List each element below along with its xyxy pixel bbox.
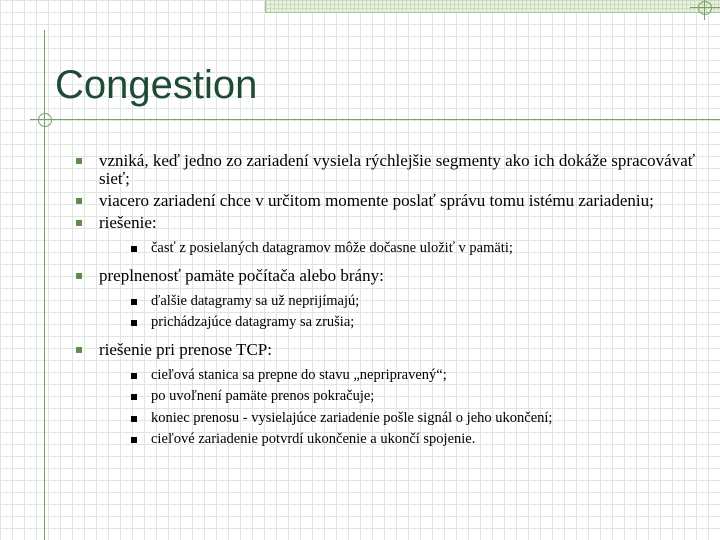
sub-bullet-text: časť z posielaných datagramov môže dočasne uložiť v pamäti; — [151, 240, 513, 256]
bullet-text: preplnenosť pamäte počítača alebo brány: — [99, 265, 384, 285]
sub-bullet-text: cieľová stanica sa prepne do stavu „nepripravený“; — [151, 366, 447, 383]
square-bullet-icon: ▪ — [75, 153, 84, 167]
sub-bullet-text: koniec prenosu - vysielajúce zariadenie pošle signál o jeho ukončení; — [151, 409, 553, 426]
sub-bullet-text: po uvoľnení pamäte prenos pokračuje; — [151, 388, 375, 404]
bullet-point-2 — [74, 192, 704, 210]
bullet-text: vzniká, keď jedno zo zariadení vysiela rýchlejšie segmenty ako ich dokáže spracovávať sieť; — [99, 151, 696, 188]
bullet-text: riešenie pri prenose TCP: — [99, 339, 272, 359]
sub-bullet-item — [131, 429, 704, 451]
left-accent-line — [44, 30, 45, 540]
square-bullet-icon: ▪ — [75, 341, 84, 356]
sub-bullet-list — [74, 291, 704, 334]
bullet-point-3 — [74, 214, 704, 260]
sub-bullet-item — [131, 408, 704, 430]
bullet-text: riešenie: — [99, 213, 157, 232]
bullet-point-4 — [74, 267, 704, 334]
bullet-point-1 — [74, 152, 704, 188]
top-decorative-band — [265, 0, 720, 13]
sub-bullet-item — [131, 312, 704, 334]
sub-bullet-text: cieľové zariadenie potvrdí ukončenie a ukončí spojenie. — [151, 431, 476, 447]
sub-bullet-text: ďalšie datagramy sa už neprijímajú; — [151, 292, 360, 309]
bullet-point-5 — [74, 341, 704, 451]
filled-square-bullet-icon — [131, 437, 137, 443]
sub-bullet-item — [131, 291, 704, 313]
ring-ornament-icon — [38, 113, 52, 127]
sub-bullet-list — [74, 365, 704, 451]
filled-square-bullet-icon — [131, 320, 137, 326]
sub-bullet-list — [74, 238, 704, 260]
title-underline — [30, 119, 720, 120]
slide-content — [74, 152, 704, 454]
filled-square-bullet-icon — [131, 299, 137, 305]
filled-square-bullet-icon — [131, 394, 137, 400]
sub-bullet-item — [131, 365, 704, 387]
filled-square-bullet-icon — [131, 416, 137, 422]
sub-bullet-item — [131, 238, 704, 260]
sub-bullet-text: prichádzajúce datagramy sa zrušia; — [151, 314, 355, 330]
square-bullet-icon: ▪ — [75, 193, 84, 207]
corner-ring-ornament-icon — [698, 1, 712, 15]
square-bullet-icon: ▪ — [75, 267, 84, 282]
filled-square-bullet-icon — [131, 373, 137, 379]
slide-title: Congestion — [55, 63, 258, 107]
bullet-text: viacero zariadení chce v určitom momente poslať správu tomu istému zariadeniu; — [99, 191, 654, 210]
filled-square-bullet-icon — [131, 246, 137, 252]
sub-bullet-item — [131, 386, 704, 408]
square-bullet-icon: ▪ — [75, 215, 84, 229]
